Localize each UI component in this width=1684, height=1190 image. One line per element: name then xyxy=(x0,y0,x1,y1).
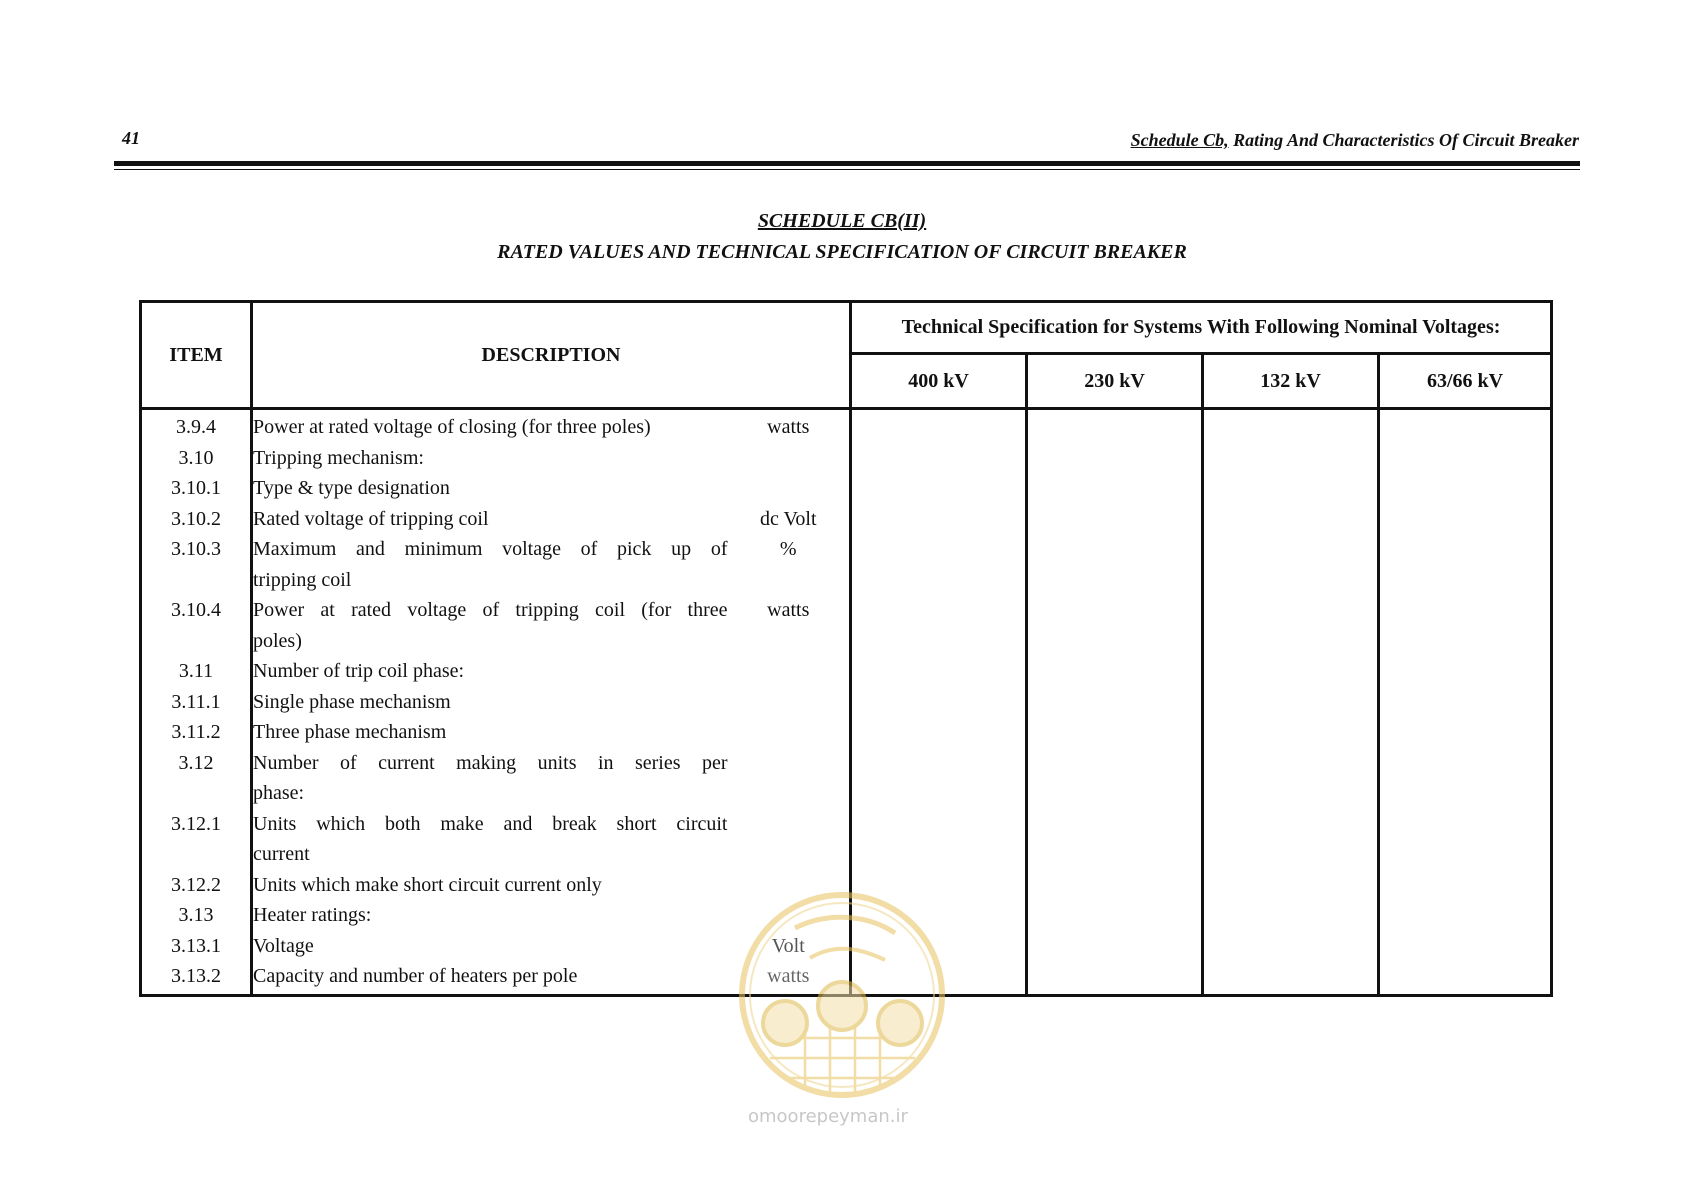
item-description xyxy=(252,870,728,901)
value-132kv[interactable] xyxy=(1203,809,1379,870)
value-63-66kv[interactable] xyxy=(1379,504,1552,535)
value-63-66kv[interactable] xyxy=(1379,748,1552,809)
table-row xyxy=(141,870,1552,901)
description-line: Number of trip coil phase: xyxy=(253,660,465,682)
value-63-66kv[interactable] xyxy=(1379,409,1552,443)
table-row xyxy=(141,809,1552,870)
running-header-schedule: Schedule Cb, xyxy=(1130,130,1229,150)
value-132kv[interactable] xyxy=(1203,961,1379,995)
table-row xyxy=(141,409,1552,443)
value-63-66kv[interactable] xyxy=(1379,534,1552,595)
item-unit xyxy=(728,870,851,901)
table-row xyxy=(141,900,1552,931)
value-230kv[interactable] xyxy=(1027,409,1203,443)
item-unit xyxy=(728,473,851,504)
item-unit: watts xyxy=(728,409,851,443)
header-voltage-63-66: 63/66 kV xyxy=(1379,354,1552,409)
description-line: Three phase mechanism xyxy=(253,721,447,743)
value-400kv[interactable] xyxy=(851,443,1027,474)
watermark-site: omoorepeyman.ir xyxy=(748,1106,908,1127)
value-230kv[interactable] xyxy=(1027,656,1203,687)
value-400kv[interactable] xyxy=(851,717,1027,748)
item-number: 3.12.1 xyxy=(141,809,252,870)
page-number: 41 xyxy=(122,128,140,148)
value-400kv[interactable] xyxy=(851,504,1027,535)
value-132kv[interactable] xyxy=(1203,534,1379,595)
value-230kv[interactable] xyxy=(1027,900,1203,931)
item-description xyxy=(252,656,728,687)
table-row xyxy=(141,473,1552,504)
value-63-66kv[interactable] xyxy=(1379,687,1552,718)
item-number: 3.13.2 xyxy=(141,961,252,995)
value-400kv[interactable] xyxy=(851,656,1027,687)
description-line: current xyxy=(253,843,310,865)
value-400kv[interactable] xyxy=(851,409,1027,443)
table-row xyxy=(141,595,1552,656)
description-line: Single phase mechanism xyxy=(253,690,451,713)
value-132kv[interactable] xyxy=(1203,595,1379,656)
description-line: Voltage xyxy=(253,934,314,957)
table-row xyxy=(141,961,1552,995)
item-description xyxy=(252,473,728,504)
value-230kv[interactable] xyxy=(1027,687,1203,718)
value-63-66kv[interactable] xyxy=(1379,717,1552,748)
item-number: 3.11 xyxy=(141,656,252,687)
description-line: Capacity and number of heaters per pole xyxy=(253,965,578,987)
item-unit xyxy=(728,717,851,748)
item-number: 3.10.1 xyxy=(141,473,252,504)
item-unit xyxy=(728,656,851,687)
item-number: 3.10.2 xyxy=(141,504,252,535)
item-description xyxy=(252,595,728,656)
value-230kv[interactable] xyxy=(1027,931,1203,962)
value-400kv[interactable] xyxy=(851,870,1027,901)
item-unit: watts xyxy=(728,595,851,656)
description-line: tripping coil xyxy=(253,568,352,591)
value-230kv[interactable] xyxy=(1027,473,1203,504)
value-132kv[interactable] xyxy=(1203,900,1379,931)
item-description xyxy=(252,900,728,931)
value-400kv[interactable] xyxy=(851,595,1027,656)
value-400kv[interactable] xyxy=(851,687,1027,718)
table-row xyxy=(141,504,1552,535)
value-400kv[interactable] xyxy=(851,473,1027,504)
item-description xyxy=(252,809,728,870)
item-number: 3.10.4 xyxy=(141,595,252,656)
header-voltage-group: Technical Specification for Systems With Following Nominal Voltages: xyxy=(851,302,1552,354)
item-unit xyxy=(728,443,851,474)
table-row xyxy=(141,717,1552,748)
value-132kv[interactable] xyxy=(1203,870,1379,901)
value-132kv[interactable] xyxy=(1203,504,1379,535)
item-description xyxy=(252,443,728,474)
item-number: 3.13.1 xyxy=(141,931,252,962)
item-unit xyxy=(728,748,851,809)
value-63-66kv[interactable] xyxy=(1379,473,1552,504)
value-132kv[interactable] xyxy=(1203,443,1379,474)
description-line: Number of current making units in series per xyxy=(253,751,728,774)
value-230kv[interactable] xyxy=(1027,504,1203,535)
item-description xyxy=(252,961,728,995)
description-line: Rated voltage of tripping coil xyxy=(253,507,489,530)
item-unit xyxy=(728,900,851,931)
value-63-66kv[interactable] xyxy=(1379,870,1552,901)
value-132kv[interactable] xyxy=(1203,656,1379,687)
table-row xyxy=(141,534,1552,595)
value-230kv[interactable] xyxy=(1027,717,1203,748)
item-number: 3.11.1 xyxy=(141,687,252,718)
item-number: 3.12 xyxy=(141,748,252,809)
item-number: 3.9.4 xyxy=(141,409,252,443)
value-400kv[interactable] xyxy=(851,961,1027,995)
header-item: ITEM xyxy=(141,302,252,409)
value-400kv[interactable] xyxy=(851,900,1027,931)
description-line: Units which both make and break short circuit xyxy=(253,812,728,835)
value-132kv[interactable] xyxy=(1203,931,1379,962)
value-132kv[interactable] xyxy=(1203,473,1379,504)
value-63-66kv[interactable] xyxy=(1379,900,1552,931)
description-line: phase: xyxy=(253,782,305,804)
table-row xyxy=(141,443,1552,474)
item-unit: % xyxy=(728,534,851,595)
table-row xyxy=(141,687,1552,718)
table-row xyxy=(141,748,1552,809)
item-description xyxy=(252,687,728,718)
table-row xyxy=(141,656,1552,687)
item-description xyxy=(252,534,728,595)
item-number: 3.12.2 xyxy=(141,870,252,901)
value-230kv[interactable] xyxy=(1027,809,1203,870)
header-rule-thin xyxy=(114,169,1580,170)
item-unit xyxy=(728,687,851,718)
description-line: Units which make short circuit current only xyxy=(253,873,602,896)
table-row xyxy=(141,931,1552,962)
item-description xyxy=(252,409,728,443)
item-description xyxy=(252,748,728,809)
value-400kv[interactable] xyxy=(851,748,1027,809)
item-unit: Volt xyxy=(728,931,851,962)
header-voltage-230: 230 kV xyxy=(1027,354,1203,409)
value-230kv[interactable] xyxy=(1027,748,1203,809)
value-132kv[interactable] xyxy=(1203,748,1379,809)
value-63-66kv[interactable] xyxy=(1379,931,1552,962)
item-description xyxy=(252,504,728,535)
value-132kv[interactable] xyxy=(1203,409,1379,443)
header-rule-thick xyxy=(114,161,1580,166)
header-voltage-132: 132 kV xyxy=(1203,354,1379,409)
value-132kv[interactable] xyxy=(1203,687,1379,718)
value-230kv[interactable] xyxy=(1027,595,1203,656)
specification-table xyxy=(139,300,1553,997)
description-line: Type & type designation xyxy=(253,477,450,499)
value-400kv[interactable] xyxy=(851,534,1027,595)
value-132kv[interactable] xyxy=(1203,717,1379,748)
value-230kv[interactable] xyxy=(1027,534,1203,595)
description-line: Power at rated voltage of closing (for three poles) xyxy=(253,416,651,438)
description-line: Tripping mechanism: xyxy=(253,446,424,469)
value-230kv[interactable] xyxy=(1027,443,1203,474)
item-unit xyxy=(728,809,851,870)
value-230kv[interactable] xyxy=(1027,961,1203,995)
running-header-title: Rating And Characteristics Of Circuit Breaker xyxy=(1228,130,1579,150)
value-63-66kv[interactable] xyxy=(1379,809,1552,870)
description-line: poles) xyxy=(253,629,302,652)
value-400kv[interactable] xyxy=(851,809,1027,870)
running-header xyxy=(1131,130,1579,151)
schedule-subtitle: RATED VALUES AND TECHNICAL SPECIFICATION OF CIRCUIT BREAKER xyxy=(497,241,1187,263)
item-number: 3.11.2 xyxy=(141,717,252,748)
schedule-title: SCHEDULE CB(II) xyxy=(757,210,927,232)
header-voltage-400: 400 kV xyxy=(851,354,1027,409)
description-line: Heater ratings: xyxy=(253,904,372,926)
value-400kv[interactable] xyxy=(851,931,1027,962)
item-unit: watts xyxy=(728,961,851,995)
item-unit: dc Volt xyxy=(728,504,851,535)
header-description: DESCRIPTION xyxy=(252,302,851,409)
item-number: 3.13 xyxy=(141,900,252,931)
item-description xyxy=(252,717,728,748)
item-description xyxy=(252,931,728,962)
value-63-66kv[interactable] xyxy=(1379,443,1552,474)
value-63-66kv[interactable] xyxy=(1379,656,1552,687)
item-number: 3.10 xyxy=(141,443,252,474)
value-63-66kv[interactable] xyxy=(1379,595,1552,656)
description-line: Maximum and minimum voltage of pick up of xyxy=(253,538,728,560)
description-line: Power at rated voltage of tripping coil (for three xyxy=(253,599,728,621)
value-63-66kv[interactable] xyxy=(1379,961,1552,995)
value-230kv[interactable] xyxy=(1027,870,1203,901)
item-number: 3.10.3 xyxy=(141,534,252,595)
